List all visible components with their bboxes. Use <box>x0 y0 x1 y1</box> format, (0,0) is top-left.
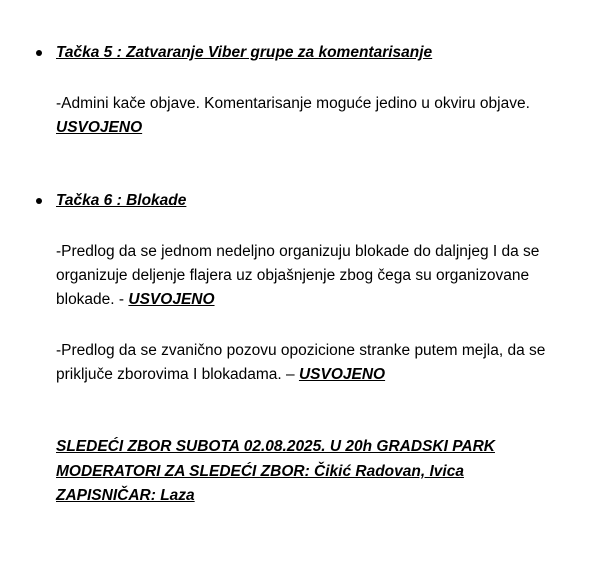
agenda-item-6-paragraph-2 <box>56 339 576 387</box>
agenda-item-5-paragraph-1 <box>56 92 576 140</box>
paragraph-text: -Predlog da se jednom nedeljno organizuju blokade do daljnjeg I da se organizuje deljenje flajera uz objašnjenje zbog čega su organizovane blokade. - <box>56 243 540 308</box>
status-approved: USVOJENO <box>128 291 215 308</box>
status-approved: USVOJENO <box>298 366 386 383</box>
agenda-item-5-heading <box>36 44 432 62</box>
paragraph-text: -Predlog da se zvanično pozovu opozicione stranke putem mejla, da se priključe zborovima I blokadama. – <box>56 342 546 383</box>
agenda-item-6-title: Tačka 6 : Blokade <box>56 192 187 209</box>
recorder-line: ZAPISNIČAR: Laza <box>56 487 195 504</box>
status-approved: USVOJENO <box>56 119 143 136</box>
paragraph-text: -Admini kače objave. Komentarisanje moguće jedino u okviru objave. <box>56 95 530 112</box>
next-meeting-line: SLEDEĆI ZBOR SUBOTA 02.08.2025. U 20h GRADSKI PARK <box>56 438 495 455</box>
bullet-icon <box>36 198 42 204</box>
agenda-item-6-paragraph-1 <box>56 240 576 312</box>
agenda-item-5-title: Tačka 5 : Zatvaranje Viber grupe za komentarisanje <box>56 44 433 61</box>
moderators-line: MODERATORI ZA SLEDEĆI ZBOR: Čikić Radovan, Ivica <box>56 463 464 480</box>
bullet-icon <box>36 50 42 56</box>
agenda-item-6-heading <box>36 192 186 210</box>
